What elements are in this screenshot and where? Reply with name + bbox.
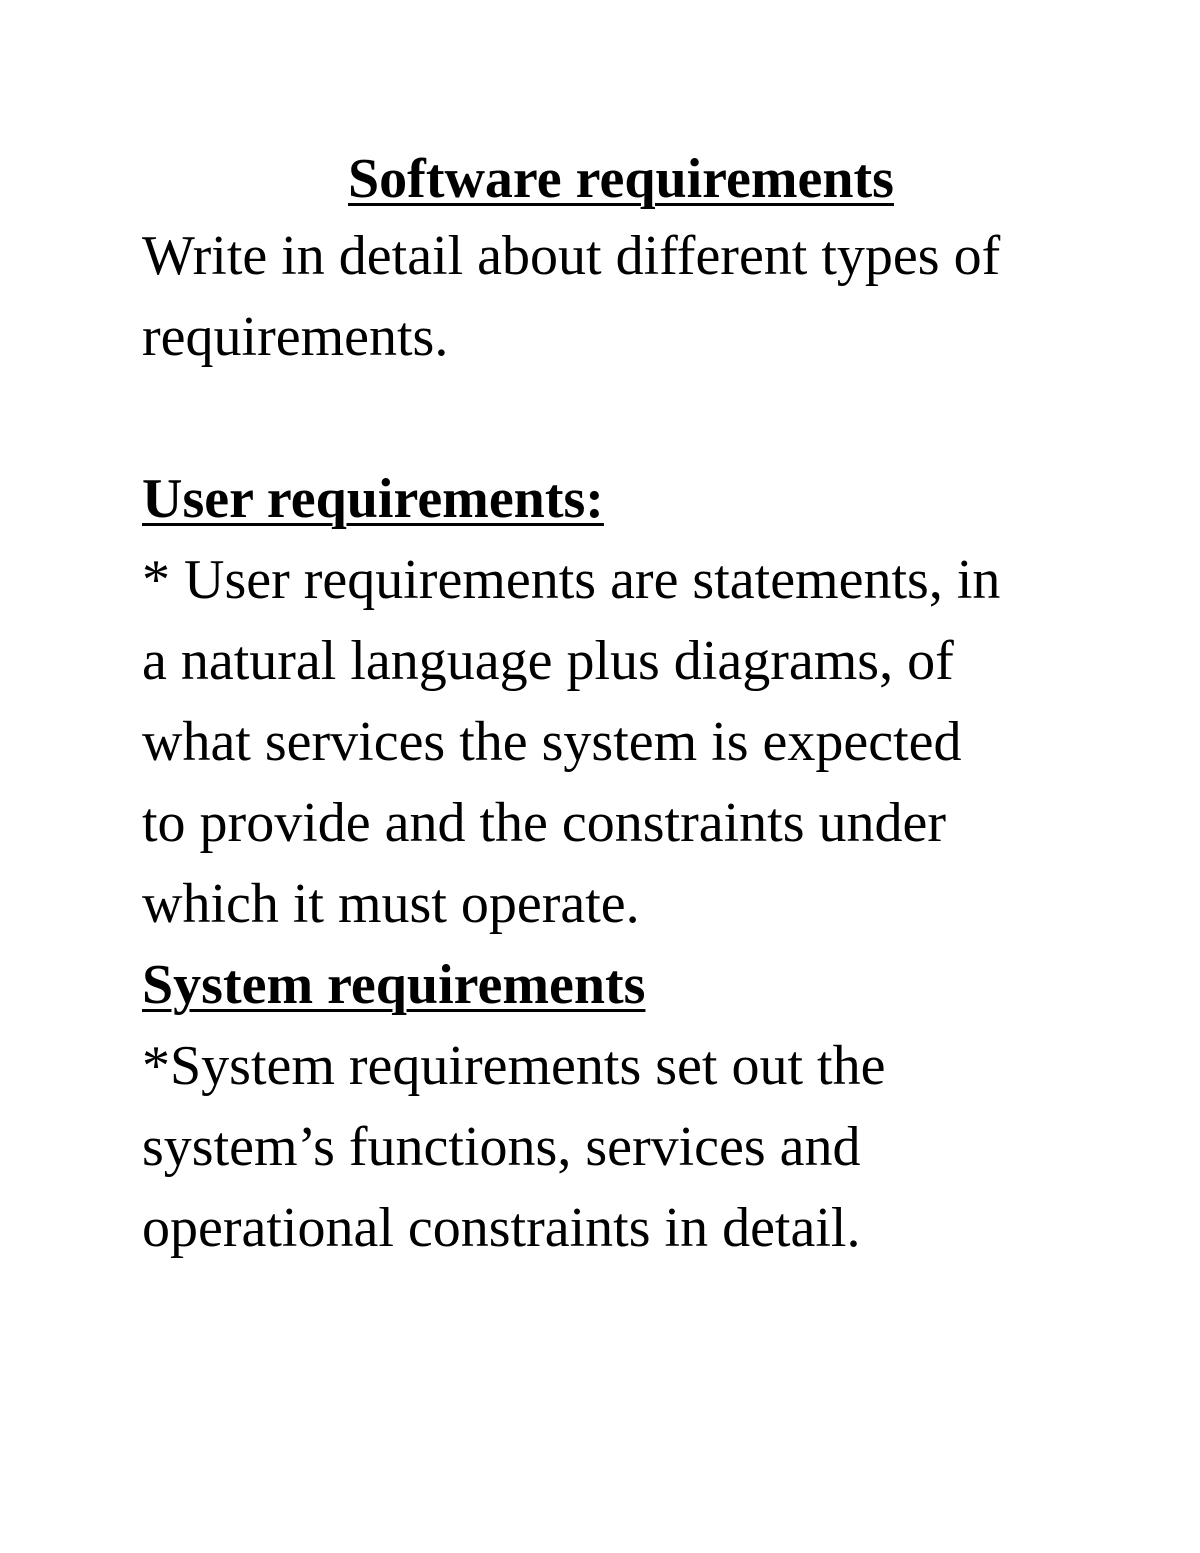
document-body (142, 150, 1072, 1269)
body-line: * User requirements are statements, in (142, 549, 1001, 611)
body-line: what services the system is expected (142, 711, 962, 773)
body-line: a natural language plus diagrams, of (142, 630, 954, 692)
body-line: which it must operate. (142, 873, 640, 935)
page-title: Software requirements (348, 148, 894, 210)
intro-line: Write in detail about different types of (142, 225, 1001, 287)
body-line: operational constraints in detail. (142, 1197, 861, 1259)
body-line: system’s functions, services and (142, 1116, 861, 1178)
section-heading-system-requirements: System requirements (142, 954, 646, 1016)
section-heading-user-requirements: User requirements: (142, 468, 604, 530)
body-line: *System requirements set out the (142, 1035, 886, 1097)
blank-line (142, 378, 1072, 459)
body-line: to provide and the constraints under (142, 792, 947, 854)
intro-line: requirements. (142, 306, 449, 368)
